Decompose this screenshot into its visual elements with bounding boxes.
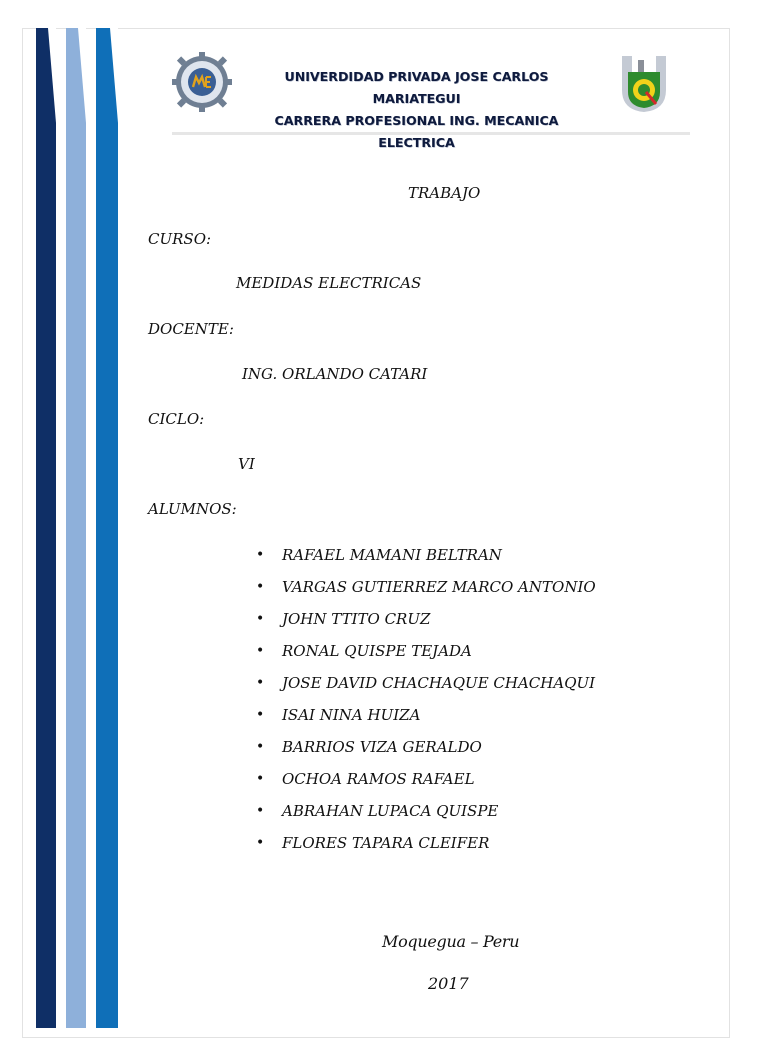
teacher-value: ING. ORLANDO CATARI [242,365,428,383]
decorative-stripe-dark [36,28,56,1028]
faculty-gear-logo-icon [172,52,232,112]
student-name: BARRIOS VIZA GERALDO [282,738,482,756]
student-name: JOHN TTITO CRUZ [282,610,431,628]
student-name: OCHOA RAMOS RAFAEL [282,770,475,788]
bullet-icon: • [256,707,265,723]
student-name: ISAI NINA HUIZA [282,706,421,724]
list-item [256,768,596,800]
bullet-icon: • [256,835,265,851]
list-item [256,832,596,864]
list-item [256,640,596,672]
student-name: RONAL QUISPE TEJADA [282,642,472,660]
list-item [256,672,596,704]
list-item [256,608,596,640]
course-label: CURSO: [148,230,212,248]
bullet-icon: • [256,643,265,659]
university-logo-icon [616,50,672,116]
list-item [256,800,596,832]
cycle-value: VI [238,455,255,473]
list-item [256,736,596,768]
document-header [170,48,690,150]
students-label: ALUMNOS: [148,500,237,518]
page [22,28,730,1038]
career-name: CARRERA PROFESIONAL ING. MECANICA ELECTRICA [274,113,559,150]
bullet-icon: • [256,675,265,691]
bullet-icon: • [256,579,265,595]
students-list [256,544,596,864]
teacher-label: DOCENTE: [148,320,234,338]
student-name: FLORES TAPARA CLEIFER [282,834,490,852]
list-item [256,576,596,608]
decorative-stripe-light [66,28,86,1028]
student-name: RAFAEL MAMANI BELTRAN [282,546,502,564]
document-title: TRABAJO [408,184,481,202]
student-name: JOSE DAVID CHACHAQUE CHACHAQUI [282,674,596,692]
list-item [256,704,596,736]
header-titles [244,66,589,154]
location-text: Moquegua – Peru [382,932,520,951]
bullet-icon: • [256,771,265,787]
student-name: ABRAHAN LUPACA QUISPE [282,802,499,820]
course-value: MEDIDAS ELECTRICAS [236,274,422,292]
list-item [256,544,596,576]
year-text: 2017 [428,974,469,993]
bullet-icon: • [256,547,265,563]
decorative-stripe-blue [96,28,118,1028]
university-name: UNIVERDIDAD PRIVADA JOSE CARLOS MARIATEGUI [284,69,549,106]
bullet-icon: • [256,739,265,755]
bullet-icon: • [256,803,265,819]
bullet-icon: • [256,611,265,627]
cycle-label: CICLO: [148,410,205,428]
header-divider [172,132,690,135]
student-name: VARGAS GUTIERREZ MARCO ANTONIO [282,578,596,596]
